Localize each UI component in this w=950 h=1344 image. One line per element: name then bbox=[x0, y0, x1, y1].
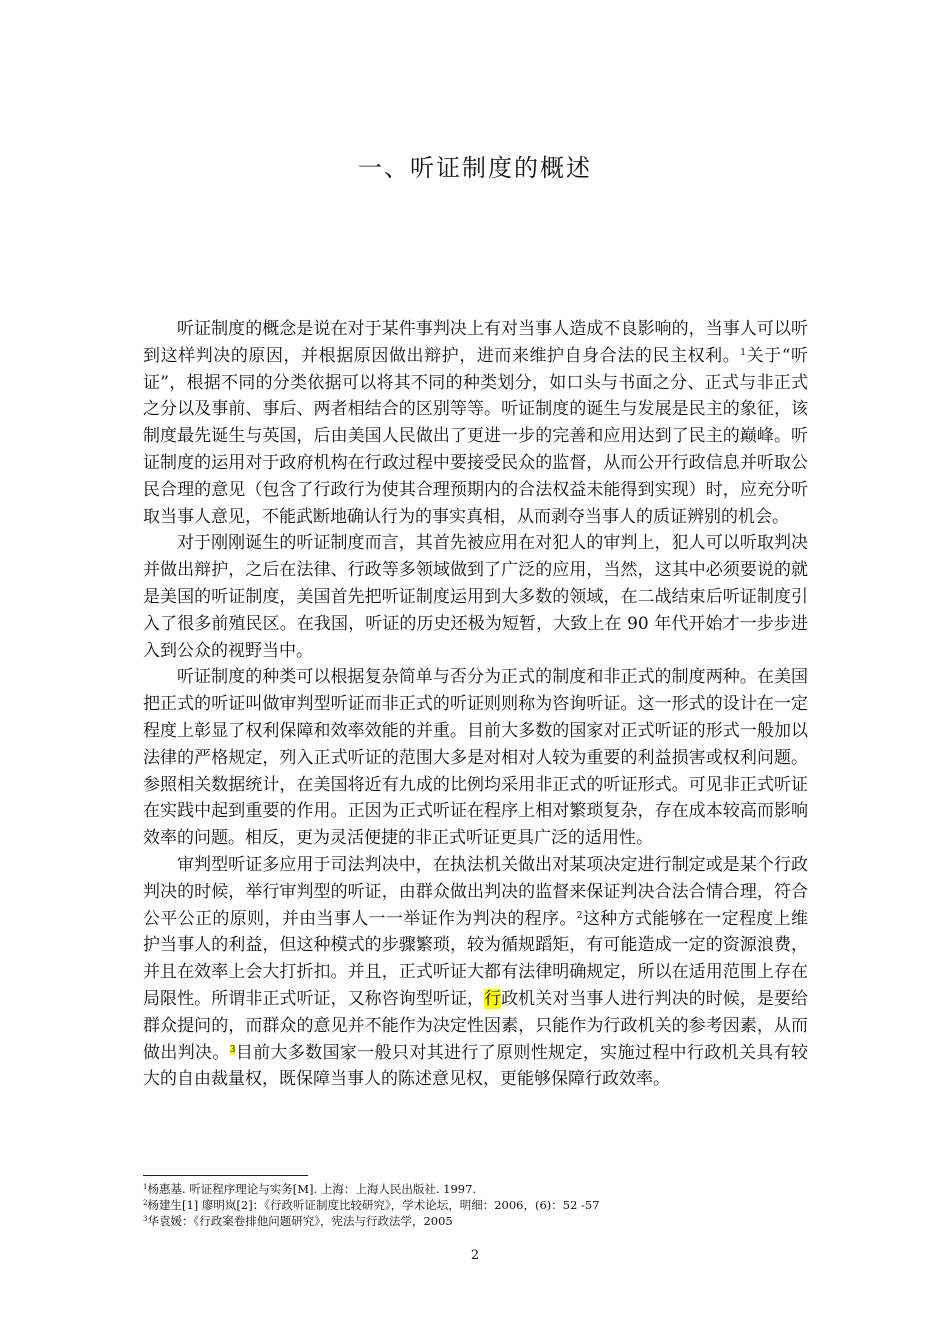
footnote-mark: 3 bbox=[143, 1215, 148, 1223]
footnote-mark: 1 bbox=[143, 1183, 148, 1191]
section-title: 一、听证制度的概述 bbox=[358, 154, 592, 182]
paragraph-2: 对于刚刚诞生的听证制度而言，其首先被应用在对犯人的审判上，犯人可以听取判决并做出辩护，之后在法律、行政等多领域做到了广泛的应用，当然，这其中必须要说的就是美国的听证制度，美国首先把听证制度运用到大多数的领域，在二战结束后听证制度引入了很多前殖民区。在我国，听证的历史还极为短暂，大致上在 90 年代开始才一步步进入到公众的视野当中。 bbox=[143, 533, 808, 661]
footnote-text: 华袁媛：《行政案卷排他问题研究》，宪法与行政法学，2005 bbox=[147, 1214, 453, 1228]
footnote-3 bbox=[143, 1213, 823, 1229]
paragraph-1-text-a: 听证制度的概念是说在对于某件事判决上有对当事人造成不良影响的，当事人可以听到这样判决的原因，并根据原因做出辩护，进而来维护自身合法的民主权利。 bbox=[143, 319, 808, 366]
footnote-text: 杨惠基. 听证程序理论与实务[M]. 上海：上海人民出版社. 1997. bbox=[147, 1182, 477, 1196]
paragraph-4-text-b: 这种方式能够在一定程度上维护当事人的利益，但这种模式的步骤繁琐，较为循规蹈矩，有可能造成一定的资源浪费，并且在效率上会大打折扣。并且，正式听证大都有法律明确规定，所以在适用范围上存在局限性。所谓非正式听证，又称咨询型听证， bbox=[143, 908, 809, 1009]
footnote-1 bbox=[143, 1181, 823, 1197]
footnote-mark: 2 bbox=[143, 1199, 148, 1207]
paragraph-1 bbox=[143, 316, 808, 530]
paragraph-4-text-d: 目前大多数国家一般只对其进行了原则性规定，实施过程中行政机关具有较大的自由裁量权，既保障当事人的陈述意见权，更能够保障行政效率。 bbox=[143, 1042, 809, 1090]
highlighted-text: 行 bbox=[484, 988, 502, 1009]
paragraph-4-text-a: 审判型听证多应用于司法判决中，在执法机关做出对某项决定进行制定或是某个行政判决的时候，举行审判型的听证，由群众做出判决的监督来保证判决合法合情合理，符合公平公正的原则，并由当事人一一举证作为判决的程序。 bbox=[143, 854, 808, 929]
body-text bbox=[143, 316, 808, 1093]
paragraph-3: 听证制度的种类可以根据复杂简单与否分为正式的制度和非正式的制度两种。在美国把正式的听证叫做审判型听证而非正式的听证则则称为咨询听证。这一形式的设计在一定程度上彰显了权利保障和效率效能的并重。目前大多数的国家对正式听证的形式一般加以法律的严格规定，列入正式听证的范围大多是对相对人较为重要的利益损害或权利问题。参照相关数据统计，在美国将近有九成的比例均采用非正式的听证形式。可见非正式听证在实践中起到重要的作用。正因为正式听证在程序上相对繁琐复杂，存在成本较高而影响效率的问题。相反，更为灵活便捷的非正式听证更具广泛的适用性。 bbox=[143, 667, 808, 849]
footnote-text: 杨建生[1] 廖明岚[2]：《行政听证制度比较研究》，学术论坛，明细：2006，(6)：52 -57 bbox=[147, 1198, 600, 1212]
footnote-separator bbox=[143, 1175, 308, 1176]
footnote-ref-2[interactable]: 2 bbox=[576, 910, 583, 921]
footnote-ref-1[interactable]: 1 bbox=[740, 347, 747, 358]
footnotes bbox=[143, 1181, 823, 1229]
paragraph-4-text-c: 政机关对当事人进行判决的时候，是要给群众提问的，而群众的意见并不能作为决定性因素，只能作为行政机关的参考因素，从而做出判决。 bbox=[143, 988, 809, 1063]
page-number: 2 bbox=[470, 1248, 480, 1263]
paragraph-4 bbox=[143, 852, 808, 1093]
footnote-2 bbox=[143, 1197, 823, 1213]
footnote-ref-3[interactable]: 3 bbox=[229, 1044, 236, 1055]
paragraph-1-text-b: 关于“听证”，根据不同的分类依据可以将其不同的种类划分，如口头与书面之分、正式与非正式之分以及事前、事后、两者相结合的区别等等。听证制度的诞生与发展是民主的象征，该制度最先诞生与英国，后由美国人民做出了更进一步的完善和应用达到了民主的巅峰。听证制度的运用对于政府机构在行政过程中要接受民众的监督，从而公开行政信息并听取公民合理的意见（包含了行政行为使其合理预期内的合法权益未能得到实现）时，应充分听取当事人意见，不能武断地确认行为的事实真相，从而剥夺当事人的质证辨别的机会。 bbox=[143, 345, 808, 527]
